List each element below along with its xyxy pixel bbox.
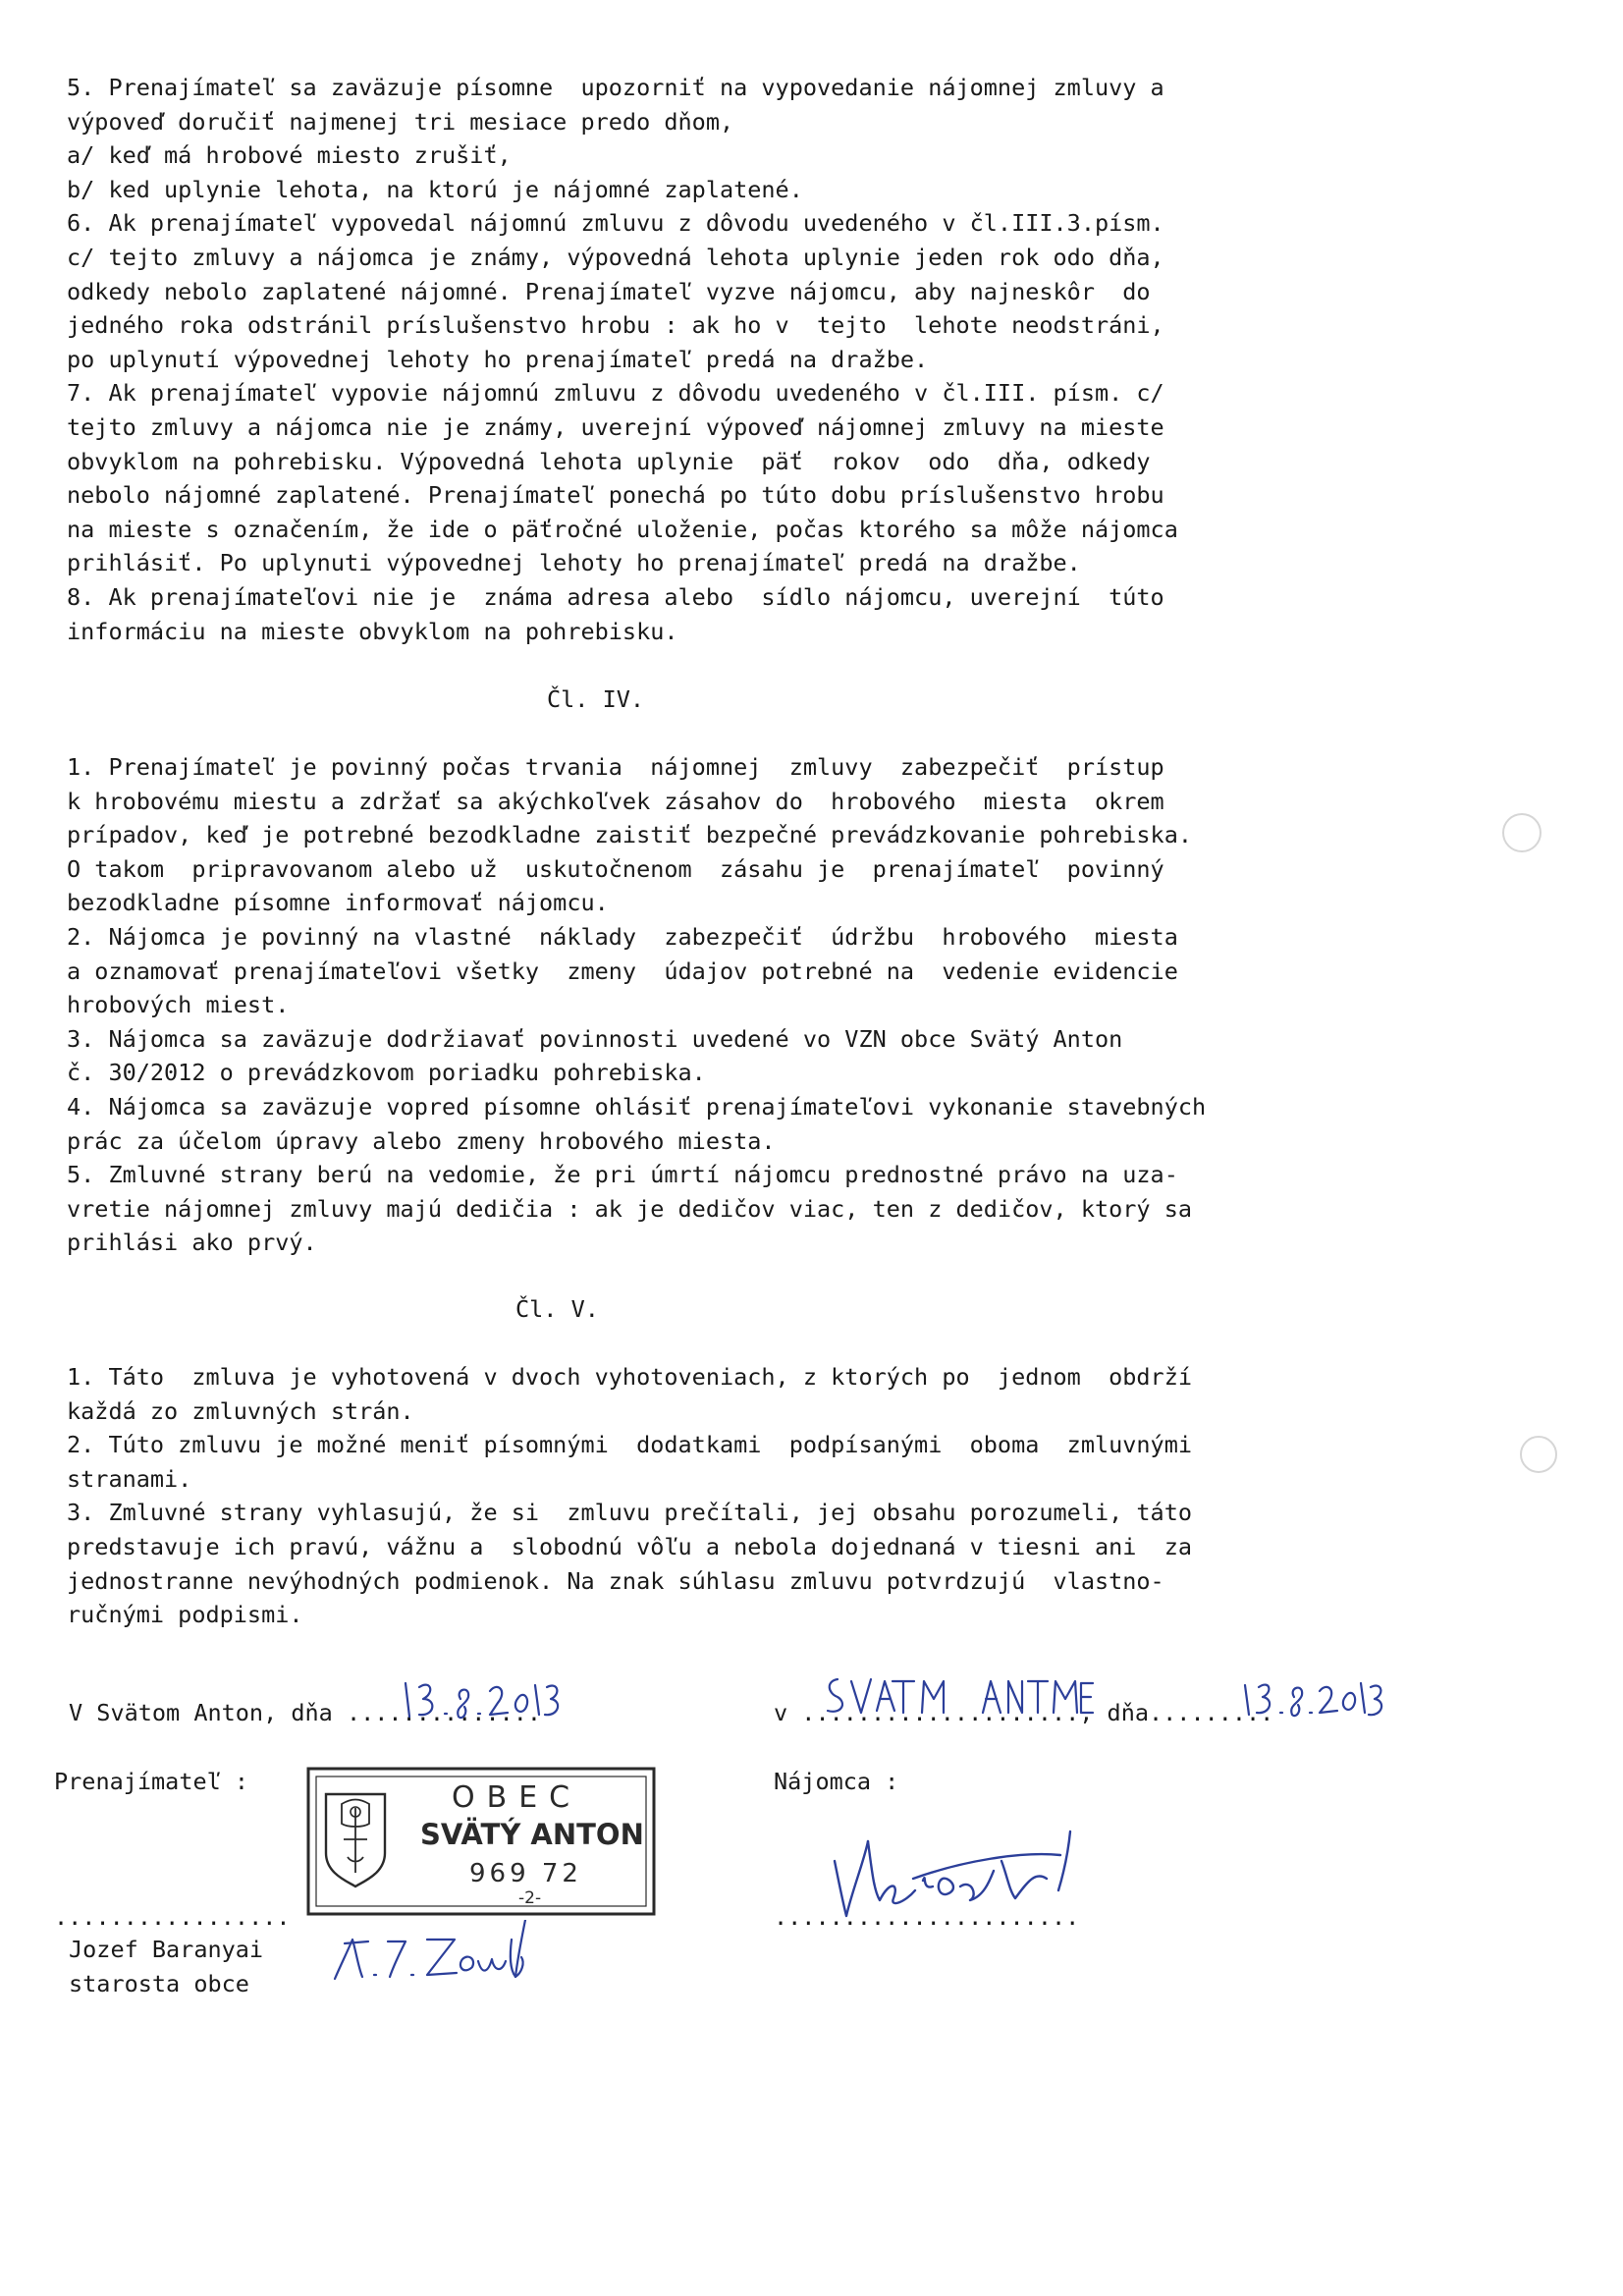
tenant-place-date-line: v ...................., dňa......... [774, 1699, 1274, 1726]
tenant-signature-dots: ...................... [774, 1903, 1080, 1931]
article-v-body [67, 1360, 1422, 1632]
handwritten-date-right [1239, 1669, 1386, 1728]
landlord-label: Prenajímateľ : [54, 1768, 249, 1795]
paragraph-line: prác za účelom úpravy alebo zmeny hrobového miesta. [67, 1126, 776, 1155]
article-iv-body [67, 750, 1422, 1260]
paragraph-line: prípadov, keď je potrebné bezodkladne zaistiť bezpečné prevádzkovanie pohrebiska. [67, 821, 1193, 849]
paragraph-line: stranami. [67, 1464, 192, 1493]
paragraph-line: tejto zmluvy a nájomca nie je známy, uverejní výpoveď nájomnej zmluvy na mieste [67, 412, 1164, 441]
paragraph-line: hrobových miest. [67, 991, 290, 1019]
tenant-label: Nájomca : [774, 1768, 899, 1795]
handwritten-place-right [820, 1669, 1095, 1728]
paragraph-line: odkedy nebolo zaplatené nájomné. Prenajímateľ vyzve nájomcu, aby najneskôr do [67, 277, 1151, 305]
paragraph-line: 1. Prenajímateľ je povinný počas trvania nájomnej zmluvy zabezpečiť prístup [67, 753, 1164, 781]
stamp-line-village: SVÄTÝ ANTON [420, 1818, 644, 1851]
paragraph-line: 5. Zmluvné strany berú na vedomie, že pri úmrtí nájomcu prednostné právo na uza- [67, 1161, 1178, 1189]
punch-hole-upper [1502, 813, 1542, 852]
heading-article-v: Čl. V. [515, 1295, 599, 1323]
paragraph-line: 8. Ak prenajímateľovi nie je známa adresa alebo sídlo nájomcu, uverejní túto [67, 582, 1164, 611]
landlord-place-date-line: V Svätom Anton, dňa .............. [69, 1699, 542, 1726]
paragraph-line: po uplynutí výpovednej lehoty ho prenajímateľ predá na dražbe. [67, 345, 929, 373]
punch-hole-lower [1520, 1436, 1557, 1473]
paragraph-line: prihlásiť. Po uplynuti výpovednej lehoty ho prenajímateľ predá na dražbe. [67, 549, 1081, 577]
paragraph-line: b/ ked uplynie lehota, na ktorú je nájomné zaplatené. [67, 175, 803, 203]
paragraph-line: 2. Nájomca je povinný na vlastné náklady zabezpečiť údržbu hrobového miesta [67, 922, 1178, 951]
signatory-role: starosta obce [69, 1970, 249, 1997]
paragraph-line: 5. Prenajímateľ sa zaväzuje písomne upozorniť na vypovedanie nájomnej zmluvy a [67, 74, 1164, 101]
paragraph-line: nebolo nájomné zaplatené. Prenajímateľ ponechá po túto dobu príslušenstvo hrobu [67, 481, 1164, 510]
article-iii-continuation [67, 71, 1422, 648]
paragraph-line: bezodkladne písomne informovať nájomcu. [67, 889, 609, 917]
paragraph-line: vretie nájomnej zmluvy majú dedičia : ak je dedičov viac, ten z dedičov, ktorý sa [67, 1194, 1193, 1223]
paragraph-line: 3. Nájomca sa zaväzuje dodržiavať povinnosti uvedené vo VZN obce Svätý Anton [67, 1024, 1123, 1053]
handwritten-date-left [398, 1669, 569, 1728]
paragraph-line: a/ keď má hrobové miesto zrušiť, [67, 141, 512, 170]
municipal-stamp [304, 1765, 658, 1920]
paragraph-line: informáciu na mieste obvyklom na pohrebisku. [67, 617, 678, 645]
paragraph-line: k hrobovému miestu a zdržať sa akýchkoľvek zásahov do hrobového miesta okrem [67, 787, 1164, 815]
paragraph-line: predstavuje ich pravú, vážnu a slobodnú vôľu a nebola dojednaná v tiesni ani za [67, 1532, 1193, 1560]
paragraph-line: 3. Zmluvné strany vyhlasujú, že si zmluvu prečítali, jej obsahu porozumeli, táto [67, 1499, 1193, 1527]
signatory-name: Jozef Baranyai [69, 1936, 264, 1963]
mayor-signature [329, 1920, 535, 1989]
paragraph-line: O takom pripravovanom alebo už uskutočnenom zásahu je prenajímateľ povinný [67, 854, 1164, 883]
heading-article-iv: Čl. IV. [547, 685, 645, 713]
paragraph-line: a oznamovať prenajímateľovi všetky zmeny údajov potrebné na vedenie evidencie [67, 957, 1178, 985]
paragraph-line: každá zo zmluvných strán. [67, 1396, 414, 1425]
paragraph-line: obvyklom na pohrebisku. Výpovedná lehota uplynie päť rokov odo dňa, odkedy [67, 447, 1151, 475]
stamp-line-postcode: 969 72 [469, 1859, 582, 1888]
paragraph-line: 1. Táto zmluva je vyhotovená v dvoch vyhotoveniach, z ktorých po jednom obdrží [67, 1363, 1193, 1391]
paragraph-line: c/ tejto zmluvy a nájomca je známy, výpovedná lehota uplynie jeden rok odo dňa, [67, 243, 1164, 271]
paragraph-line: č. 30/2012 o prevádzkovom poriadku pohrebiska. [67, 1059, 706, 1087]
paragraph-line: 6. Ak prenajímateľ vypovedal nájomnú zmluvu z dôvodu uvedeného v čl.III.3.písm. [67, 209, 1164, 238]
paragraph-line: 2. Túto zmluvu je možné meniť písomnými dodatkami podpísanými oboma zmluvnými [67, 1431, 1193, 1459]
paragraph-line: 4. Nájomca sa zaväzuje vopred písomne ohlásiť prenajímateľovi vykonanie stavebných [67, 1092, 1207, 1121]
paragraph-line: prihlási ako prvý. [67, 1229, 317, 1257]
paragraph-line: 7. Ak prenajímateľ vypovie nájomnú zmluvu z dôvodu uvedeného v čl.III. písm. c/ [67, 379, 1164, 408]
paragraph-line: jednostranne nevýhodných podmienok. Na znak súhlasu zmluvu potvrdzujú vlastno- [67, 1566, 1164, 1595]
stamp-line-number: -2- [518, 1888, 542, 1908]
paragraph-line: jedného roka odstránil príslušenstvo hrobu : ak ho v tejto lehote neodstráni, [67, 311, 1164, 340]
paragraph-line: na mieste s označením, že ide o päťročné uloženie, počas ktorého sa môže nájomca [67, 515, 1178, 543]
paragraph-line: ručnými podpismi. [67, 1601, 303, 1629]
stamp-line-obec: OBEC [452, 1780, 582, 1815]
paragraph-line: výpoveď doručiť najmenej tri mesiace predo dňom, [67, 107, 734, 136]
landlord-signature-dots: ................. [54, 1903, 291, 1931]
